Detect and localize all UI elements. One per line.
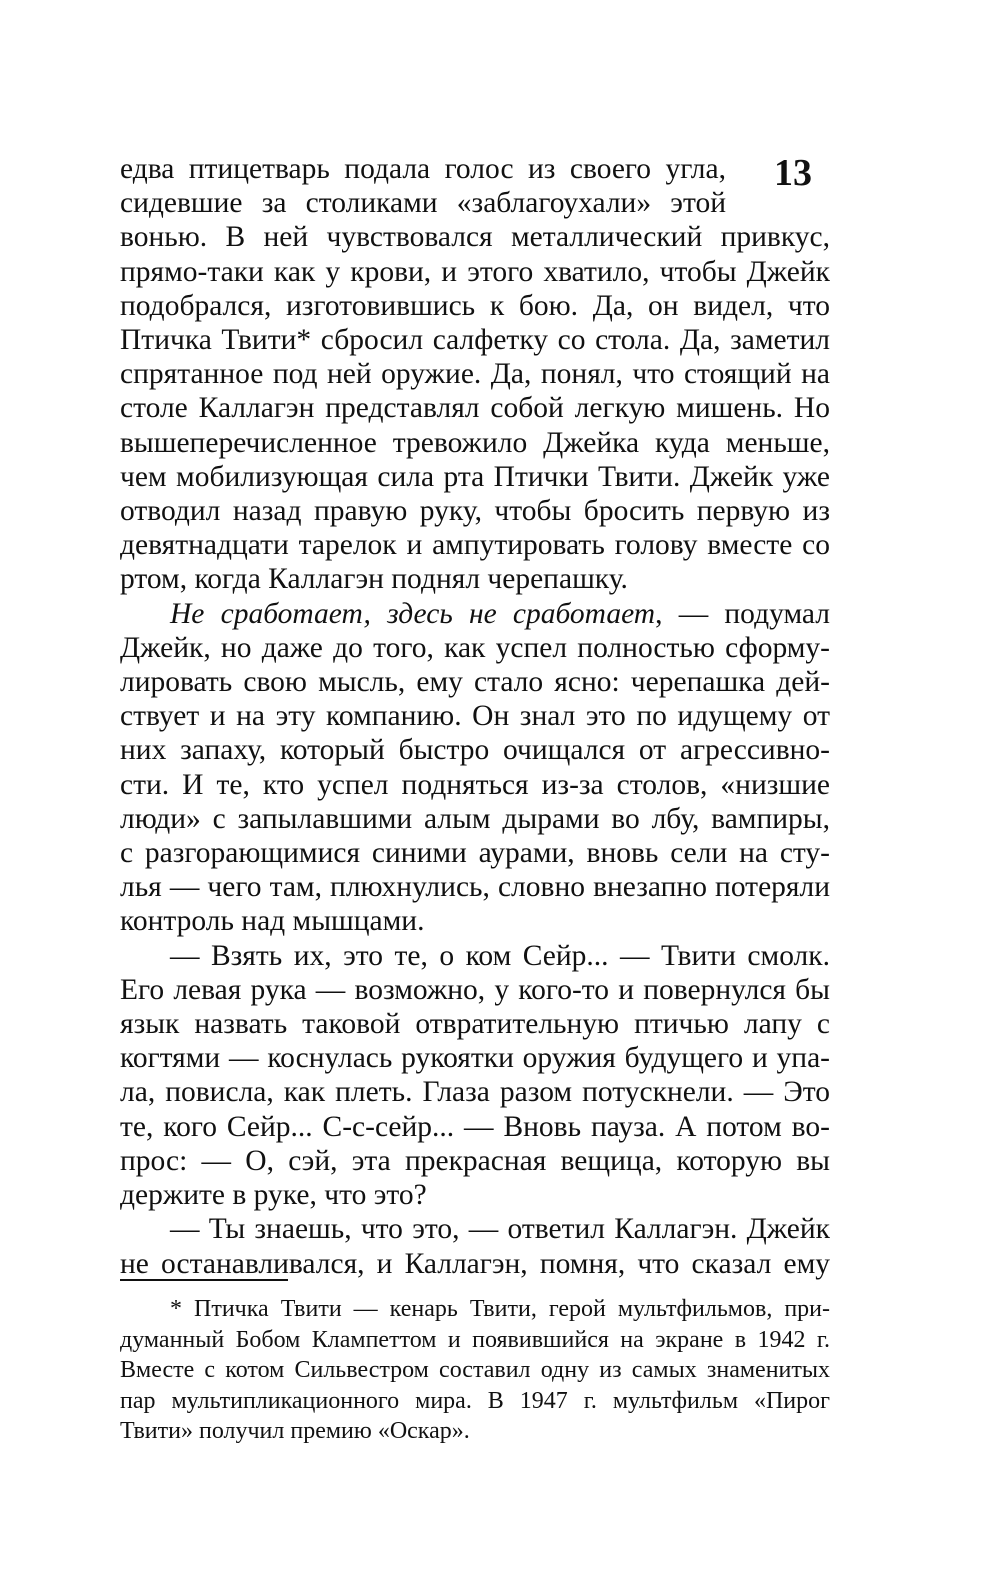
text-line: столе Каллагэн представлял собой легкую мишень. Но <box>120 392 830 425</box>
text-line: отводил назад правую руку, чтобы бросить первую из <box>120 495 830 528</box>
text-line: прямо-таки как у крови, и этого хватило, чтобы Джейк <box>120 255 830 288</box>
text-line: ствует и на эту компанию. Он знал это по идущему от <box>120 700 830 733</box>
text-line: Джейк, но даже до того, как успел полностью сформу- <box>120 631 830 664</box>
text-line: чем мобилизующая сила рта Птички Твити. Джейк уже <box>120 460 830 493</box>
text-line: лья — чего там, плюхнулись, словно внезапно потеряли <box>120 871 830 904</box>
text-line: — Ты знаешь, что это, — ответил Каллагэн. Джейк <box>170 1213 830 1246</box>
text-line: контроль над мышцами. <box>120 905 425 938</box>
text-line: с разгорающимися синими аурами, вновь сели на сту- <box>120 837 830 870</box>
text-line: подобрался, изготовившись к бою. Да, он видел, что <box>120 289 830 322</box>
footnote-line: Вместе с котом Сильвестром составил одну из самых знаменитых <box>120 1357 830 1383</box>
footnote-separator <box>120 1279 288 1281</box>
text-line: не останавливался, и Каллагэн, помня, что сказал ему <box>120 1247 830 1280</box>
text-line: вонью. В ней чувствовался металлический привкус, <box>120 221 830 254</box>
text-line: те, кого Сейр... С-с-сейр... — Вновь пауза. А потом во- <box>120 1110 830 1143</box>
italic-thought: Не сработает, здесь не сработает <box>170 597 656 630</box>
footnote-line: * Птичка Твити — кенарь Твити, герой мультфильмов, при- <box>170 1296 830 1322</box>
text-line: вышеперечисленное тревожило Джейка куда меньше, <box>120 426 830 459</box>
footnote-line: думанный Бобом Клампеттом и появившийся на экране в 1942 г. <box>120 1326 830 1353</box>
page-number: 13 <box>774 152 812 194</box>
text-line: ртом, когда Каллагэн поднял черепашку. <box>120 563 628 596</box>
body-text <box>120 152 830 1281</box>
text-line: Его левая рука — возможно, у кого-то и повернулся бы <box>120 973 830 1006</box>
text-line: — Взять их, это те, о ком Сейр... — Твити смолк. <box>170 939 830 972</box>
text-line: них запаху, который быстро очищался от агрессивно- <box>120 734 830 767</box>
text-line: сти. И те, кто успел подняться из-за столов, «низшие <box>120 768 830 801</box>
text-line: сидевшие за столиками «заблагоухали» этой <box>120 187 726 220</box>
text-line: лировать свою мысль, ему стало ясно: черепашка дей- <box>120 666 830 699</box>
text-line: когтями — коснулась рукоятки оружия будущего и упа- <box>120 1042 830 1075</box>
text-line: прос: — О, сэй, эта прекрасная вещица, которую вы <box>120 1144 830 1177</box>
text-line: ла, повисла, как плеть. Глаза разом потускнели. — Это <box>120 1076 830 1109</box>
text-line: Птичка Твити* сбросил салфетку со стола. Да, заметил <box>120 324 830 357</box>
footnote <box>120 1294 830 1447</box>
footnote-line: пар мультипликационного мира. В 1947 г. мультфильм «Пирог <box>120 1387 830 1414</box>
text-line <box>120 597 830 631</box>
text-line: девятнадцати тарелок и ампутировать голову вместе со <box>120 529 830 562</box>
text-fragment: , — подумал <box>655 597 830 630</box>
text-line: держите в руке, что это? <box>120 1179 427 1212</box>
text-line: язык назвать таковой отвратительную птичью лапу с <box>120 1008 830 1041</box>
text-line: люди» с запылавшими алым дырами во лбу, вампиры, <box>120 802 830 835</box>
text-line: спрятанное под ней оружие. Да, понял, что стоящий на <box>120 358 830 391</box>
text-line: едва птицетварь подала голос из своего угла, <box>120 153 726 185</box>
footnote-line: Твити» получил премию «Оскар». <box>120 1418 470 1444</box>
